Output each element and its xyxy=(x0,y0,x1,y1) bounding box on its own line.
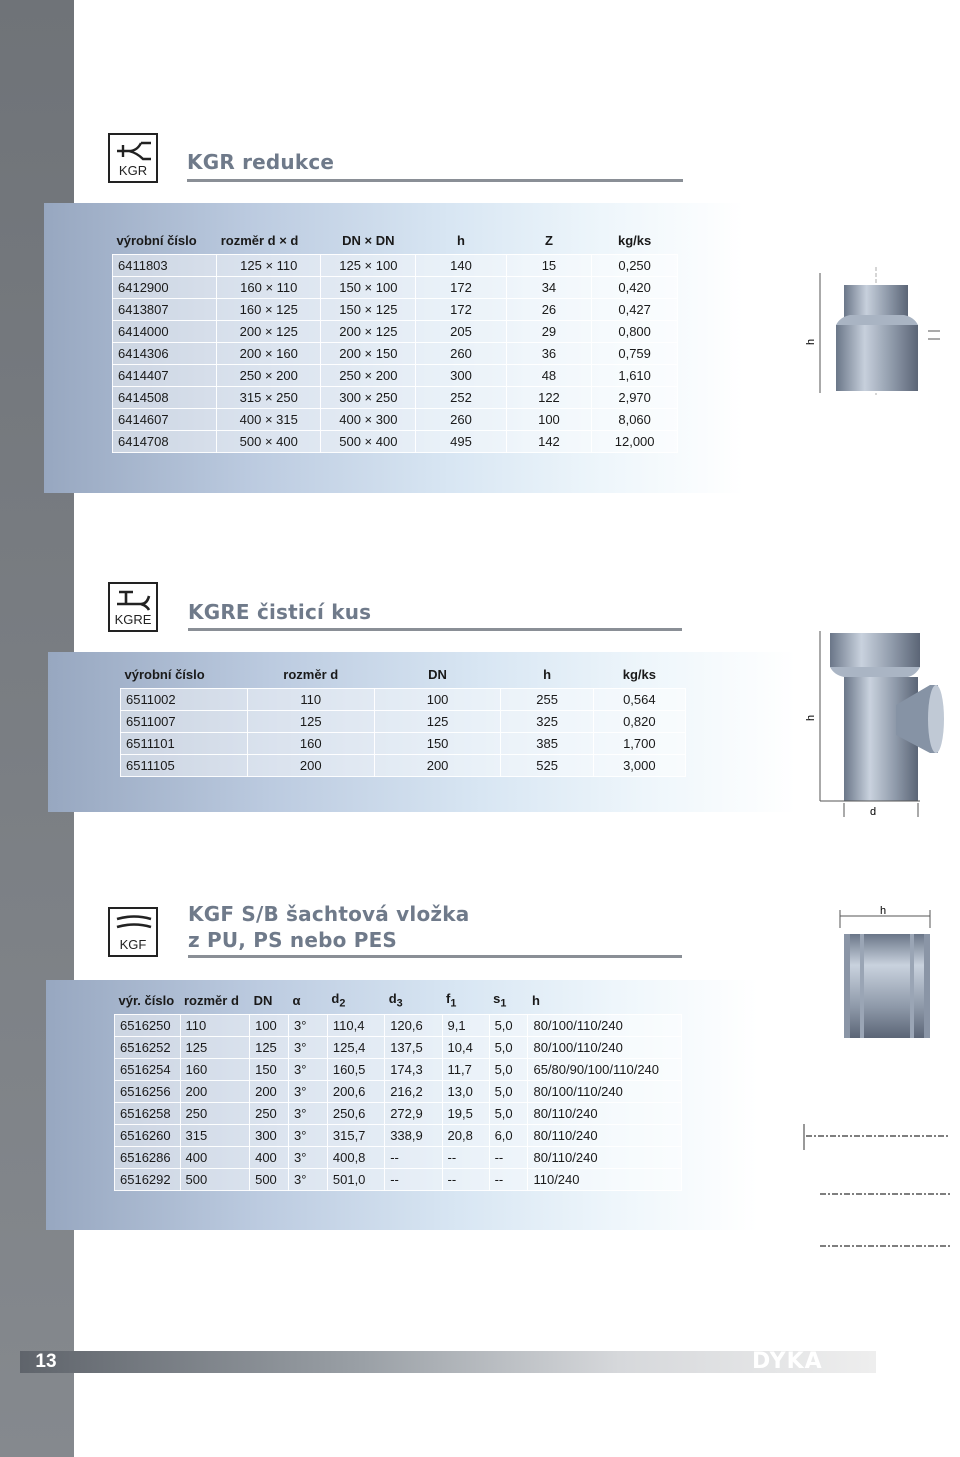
kgre-cell: 160 xyxy=(247,732,374,754)
kgr-cell: 260 xyxy=(416,408,506,430)
kgr-cell: 172 xyxy=(416,276,506,298)
kgf-cell: 6516258 xyxy=(115,1102,181,1124)
kgr-cell: 150 × 125 xyxy=(321,298,416,320)
kgr-cell: 500 × 400 xyxy=(321,430,416,452)
kgf-cell: 6516292 xyxy=(115,1168,181,1190)
kgf-cell: 100 xyxy=(250,1014,289,1036)
kgf-cell: 174,3 xyxy=(385,1058,442,1080)
kgr-cell: 260 xyxy=(416,342,506,364)
kgf-cell: 20,8 xyxy=(442,1124,489,1146)
kgf-cell: 6516260 xyxy=(115,1124,181,1146)
kgr-col-header: h xyxy=(456,233,465,249)
kgr-cell: 6414708 xyxy=(113,430,217,452)
kgr-cell: 15 xyxy=(506,254,592,276)
kgf-col-header: $d_3$ xyxy=(388,991,403,1011)
kgr-cell: 150 × 100 xyxy=(321,276,416,298)
kgf-table-row xyxy=(115,1102,682,1124)
kgf-cell: 80/100/110/240 xyxy=(528,1080,682,1102)
kgr-cell: 122 xyxy=(506,386,592,408)
kgf-cell: 125,4 xyxy=(327,1036,384,1058)
kgf-title-line2: z PU, PS nebo PES xyxy=(188,928,398,952)
kgf-cell: 400 xyxy=(180,1146,250,1168)
kgf-cell: 3° xyxy=(288,1124,327,1146)
kgr-cell: 0,427 xyxy=(592,298,678,320)
kgf-cell: 250 xyxy=(250,1102,289,1124)
kgr-table-row xyxy=(113,254,678,276)
kgr-cell: 2,970 xyxy=(592,386,678,408)
kgr-icon xyxy=(108,133,158,183)
footer-bar xyxy=(20,1351,876,1373)
kgre-cell: 0,820 xyxy=(593,710,685,732)
kgf-cell: 80/100/110/240 xyxy=(528,1036,682,1058)
kgf-cell: 338,9 xyxy=(385,1124,442,1146)
kgr-cell: 8,060 xyxy=(592,408,678,430)
kgr-cell: 34 xyxy=(506,276,592,298)
kgf-cell: 110 xyxy=(180,1014,250,1036)
kgr-header-row xyxy=(113,228,678,254)
kgf-table xyxy=(114,988,682,1191)
kgf-cell: -- xyxy=(442,1146,489,1168)
kgf-table-row xyxy=(115,1146,682,1168)
kgr-dim-h: h xyxy=(805,338,817,345)
kgf-icon xyxy=(108,907,158,957)
kgr-cell: 400 × 315 xyxy=(217,408,321,430)
kgf-cell: 110,4 xyxy=(327,1014,384,1036)
kgre-dim-d: d xyxy=(870,806,877,818)
kgr-cell: 200 × 125 xyxy=(321,320,416,342)
kgr-cell: 125 × 110 xyxy=(217,254,321,276)
kgf-col-header: h xyxy=(531,993,540,1009)
kgr-cell: 6414306 xyxy=(113,342,217,364)
kgr-cell: 12,000 xyxy=(592,430,678,452)
kgre-icon xyxy=(108,582,158,632)
kgf-cell: 200 xyxy=(180,1080,250,1102)
kgr-cell: 400 × 300 xyxy=(321,408,416,430)
kgr-cell: 0,250 xyxy=(592,254,678,276)
kgf-cell: 11,7 xyxy=(442,1058,489,1080)
kgf-cell: 5,0 xyxy=(489,1102,528,1124)
page-number: 13 xyxy=(35,1351,57,1372)
kgf-cell: -- xyxy=(385,1168,442,1190)
kgre-cell: 3,000 xyxy=(593,754,685,776)
kgf-col-header: $d_2$ xyxy=(331,991,346,1011)
kgr-table-row xyxy=(113,342,678,364)
kgre-col-header: výrobní číslo xyxy=(124,667,205,683)
kgf-cell: 250,6 xyxy=(327,1102,384,1124)
kgf-col-header: $s_1$ xyxy=(493,991,507,1011)
kgre-cell: 125 xyxy=(247,710,374,732)
kgr-table-row xyxy=(113,298,678,320)
kgf-cell: 3° xyxy=(288,1146,327,1168)
kgre-table-row xyxy=(121,754,686,776)
kgf-cell: 65/80/90/100/110/240 xyxy=(528,1058,682,1080)
kgf-cell: 3° xyxy=(288,1036,327,1058)
kgf-cell: -- xyxy=(489,1168,528,1190)
kgf-cell: 200,6 xyxy=(327,1080,384,1102)
kgf-dim-h: h xyxy=(880,905,887,917)
kgre-cell: 6511002 xyxy=(121,688,248,710)
kgf-cell: 120,6 xyxy=(385,1014,442,1036)
kgf-cell: 80/110/240 xyxy=(528,1124,682,1146)
kgr-table-row xyxy=(113,276,678,298)
kgf-cell: 160 xyxy=(180,1058,250,1080)
kgr-table-row xyxy=(113,364,678,386)
kgre-cell: 125 xyxy=(374,710,501,732)
kgr-title: KGR redukce xyxy=(187,150,335,174)
kgf-cell: 6516254 xyxy=(115,1058,181,1080)
kgf-cell: 500 xyxy=(180,1168,250,1190)
kgr-cell: 300 xyxy=(416,364,506,386)
kgr-table-row xyxy=(113,320,678,342)
kgr-col-header: Z xyxy=(544,233,553,249)
kgr-table-row xyxy=(113,430,678,452)
kgr-cell: 140 xyxy=(416,254,506,276)
kgre-title: KGRE čisticí kus xyxy=(188,600,372,624)
kgr-cell: 0,759 xyxy=(592,342,678,364)
kgf-cell: 80/110/240 xyxy=(528,1102,682,1124)
kgf-col-header: výr. číslo xyxy=(118,993,175,1009)
kgre-table-row xyxy=(121,710,686,732)
kgr-cell: 6412900 xyxy=(113,276,217,298)
kgr-cell: 205 xyxy=(416,320,506,342)
kgr-cell: 6414607 xyxy=(113,408,217,430)
kgf-col-header: α xyxy=(292,993,301,1009)
kgf-cell: 400,8 xyxy=(327,1146,384,1168)
kgf-cell: 3° xyxy=(288,1014,327,1036)
kgf-cell: 3° xyxy=(288,1080,327,1102)
kgr-cell: 172 xyxy=(416,298,506,320)
kgf-cell: 6516286 xyxy=(115,1146,181,1168)
kgr-cell: 6414508 xyxy=(113,386,217,408)
kgf-title-line1: KGF S/B šachtová vložka xyxy=(188,902,470,926)
kgf-cell: 300 xyxy=(250,1124,289,1146)
kgre-col-header: DN xyxy=(428,667,447,683)
kgf-cell: 125 xyxy=(250,1036,289,1058)
kgr-cell: 200 × 125 xyxy=(217,320,321,342)
kgf-cell: 6516250 xyxy=(115,1014,181,1036)
kgf-table-row xyxy=(115,1014,682,1036)
kgf-col-header: DN xyxy=(253,993,273,1009)
kgf-icon-code: KGF xyxy=(119,937,147,952)
kgf-col-header: rozměr d xyxy=(184,993,239,1009)
kgre-title-rule xyxy=(188,628,682,631)
kgre-col-header: kg/ks xyxy=(622,667,656,683)
kgf-cell: 125 xyxy=(180,1036,250,1058)
kgf-cell: 272,9 xyxy=(385,1102,442,1124)
kgr-col-header: DN × DN xyxy=(342,233,395,249)
kgf-col-header: $f_1$ xyxy=(446,991,457,1011)
kgf-cell: -- xyxy=(442,1168,489,1190)
kgf-table-row xyxy=(115,1080,682,1102)
kgf-table-row xyxy=(115,1168,682,1190)
kgre-cell: 0,564 xyxy=(593,688,685,710)
kgr-col-header: rozměr d × d xyxy=(220,233,299,249)
kgre-cell: 325 xyxy=(501,710,593,732)
kgre-cell: 6511105 xyxy=(121,754,248,776)
kgr-col-header: kg/ks xyxy=(618,233,652,249)
kgre-col-header: h xyxy=(543,667,552,683)
kgr-cell: 500 × 400 xyxy=(217,430,321,452)
kgf-cell: 315 xyxy=(180,1124,250,1146)
kgr-cell: 48 xyxy=(506,364,592,386)
kgf-header-row xyxy=(115,988,682,1014)
kgf-cell: 10,4 xyxy=(442,1036,489,1058)
kgf-cell: 80/110/240 xyxy=(528,1146,682,1168)
kgf-cell: 5,0 xyxy=(489,1014,528,1036)
shaft-insert-symbol-icon xyxy=(115,913,153,937)
kgf-cell: 110/240 xyxy=(528,1168,682,1190)
kgre-dim-h: h xyxy=(805,714,817,721)
kgre-cell: 200 xyxy=(374,754,501,776)
kgr-table-row xyxy=(113,408,678,430)
kgr-cell: 26 xyxy=(506,298,592,320)
kgf-cell: 150 xyxy=(250,1058,289,1080)
kgre-cell: 6511007 xyxy=(121,710,248,732)
kgf-cell: 6516252 xyxy=(115,1036,181,1058)
kgf-table-row xyxy=(115,1036,682,1058)
kgre-cell: 385 xyxy=(501,732,593,754)
kgre-table-row xyxy=(121,732,686,754)
kgr-cell: 1,610 xyxy=(592,364,678,386)
kgre-cell: 100 xyxy=(374,688,501,710)
kgf-table-row xyxy=(115,1124,682,1146)
reducer-symbol-icon xyxy=(115,139,153,165)
brand-logo: DYKA xyxy=(752,1349,823,1374)
kgr-cell: 315 × 250 xyxy=(217,386,321,408)
kgf-cell: 200 xyxy=(250,1080,289,1102)
kgf-cell: 500 xyxy=(250,1168,289,1190)
kgf-cell: 137,5 xyxy=(385,1036,442,1058)
kgre-table-row xyxy=(121,688,686,710)
kgf-cell: 216,2 xyxy=(385,1080,442,1102)
kgre-cell: 150 xyxy=(374,732,501,754)
kgf-shaft-insert-diagram xyxy=(800,898,955,1258)
kgr-cell: 0,420 xyxy=(592,276,678,298)
kgr-cell: 160 × 125 xyxy=(217,298,321,320)
kgr-table-row xyxy=(113,386,678,408)
cleaning-piece-symbol-icon xyxy=(115,588,153,612)
kgre-cell: 6511101 xyxy=(121,732,248,754)
kgr-table xyxy=(112,228,678,453)
kgre-cell: 110 xyxy=(247,688,374,710)
kgf-cell: 3° xyxy=(288,1102,327,1124)
kgre-header-row xyxy=(121,662,686,688)
kgr-icon-code: KGR xyxy=(118,163,148,178)
kgre-table xyxy=(120,662,686,777)
kgr-title-rule xyxy=(187,179,683,182)
kgr-cell: 250 × 200 xyxy=(321,364,416,386)
kgr-cell: 0,800 xyxy=(592,320,678,342)
kgre-cell: 1,700 xyxy=(593,732,685,754)
kgr-cell: 495 xyxy=(416,430,506,452)
kgre-icon-code: KGRE xyxy=(114,612,152,627)
kgf-cell: 3° xyxy=(288,1058,327,1080)
kgr-cell: 252 xyxy=(416,386,506,408)
kgf-cell: 315,7 xyxy=(327,1124,384,1146)
kgr-cell: 160 × 110 xyxy=(217,276,321,298)
kgf-cell: -- xyxy=(385,1146,442,1168)
kgr-cell: 100 xyxy=(506,408,592,430)
kgf-cell: 3° xyxy=(288,1168,327,1190)
kgre-cleaning-piece-diagram xyxy=(800,625,950,820)
kgf-cell: 400 xyxy=(250,1146,289,1168)
kgf-cell: 5,0 xyxy=(489,1036,528,1058)
kgf-cell: 250 xyxy=(180,1102,250,1124)
kgr-cell: 200 × 160 xyxy=(217,342,321,364)
kgf-table-row xyxy=(115,1058,682,1080)
kgf-cell: 19,5 xyxy=(442,1102,489,1124)
kgf-cell: 501,0 xyxy=(327,1168,384,1190)
kgf-cell: 5,0 xyxy=(489,1080,528,1102)
kgr-col-header: výrobní číslo xyxy=(116,233,197,249)
kgf-cell: 6,0 xyxy=(489,1124,528,1146)
kgr-cell: 29 xyxy=(506,320,592,342)
kgf-cell: 9,1 xyxy=(442,1014,489,1036)
kgf-cell: 13,0 xyxy=(442,1080,489,1102)
kgf-cell: 5,0 xyxy=(489,1058,528,1080)
kgf-title-rule xyxy=(188,955,682,958)
kgf-cell: -- xyxy=(489,1146,528,1168)
kgf-cell: 160,5 xyxy=(327,1058,384,1080)
kgr-cell: 6413807 xyxy=(113,298,217,320)
kgre-cell: 200 xyxy=(247,754,374,776)
kgr-cell: 200 × 150 xyxy=(321,342,416,364)
kgr-reducer-diagram xyxy=(800,265,950,405)
kgr-cell: 36 xyxy=(506,342,592,364)
kgre-cell: 525 xyxy=(501,754,593,776)
kgr-cell: 300 × 250 xyxy=(321,386,416,408)
kgr-cell: 6411803 xyxy=(113,254,217,276)
kgr-cell: 142 xyxy=(506,430,592,452)
kgr-cell: 6414000 xyxy=(113,320,217,342)
kgr-cell: 125 × 100 xyxy=(321,254,416,276)
kgr-cell: 6414407 xyxy=(113,364,217,386)
kgf-cell: 80/100/110/240 xyxy=(528,1014,682,1036)
kgre-cell: 255 xyxy=(501,688,593,710)
kgre-col-header: rozměr d xyxy=(283,667,339,683)
kgf-cell: 6516256 xyxy=(115,1080,181,1102)
kgr-cell: 250 × 200 xyxy=(217,364,321,386)
